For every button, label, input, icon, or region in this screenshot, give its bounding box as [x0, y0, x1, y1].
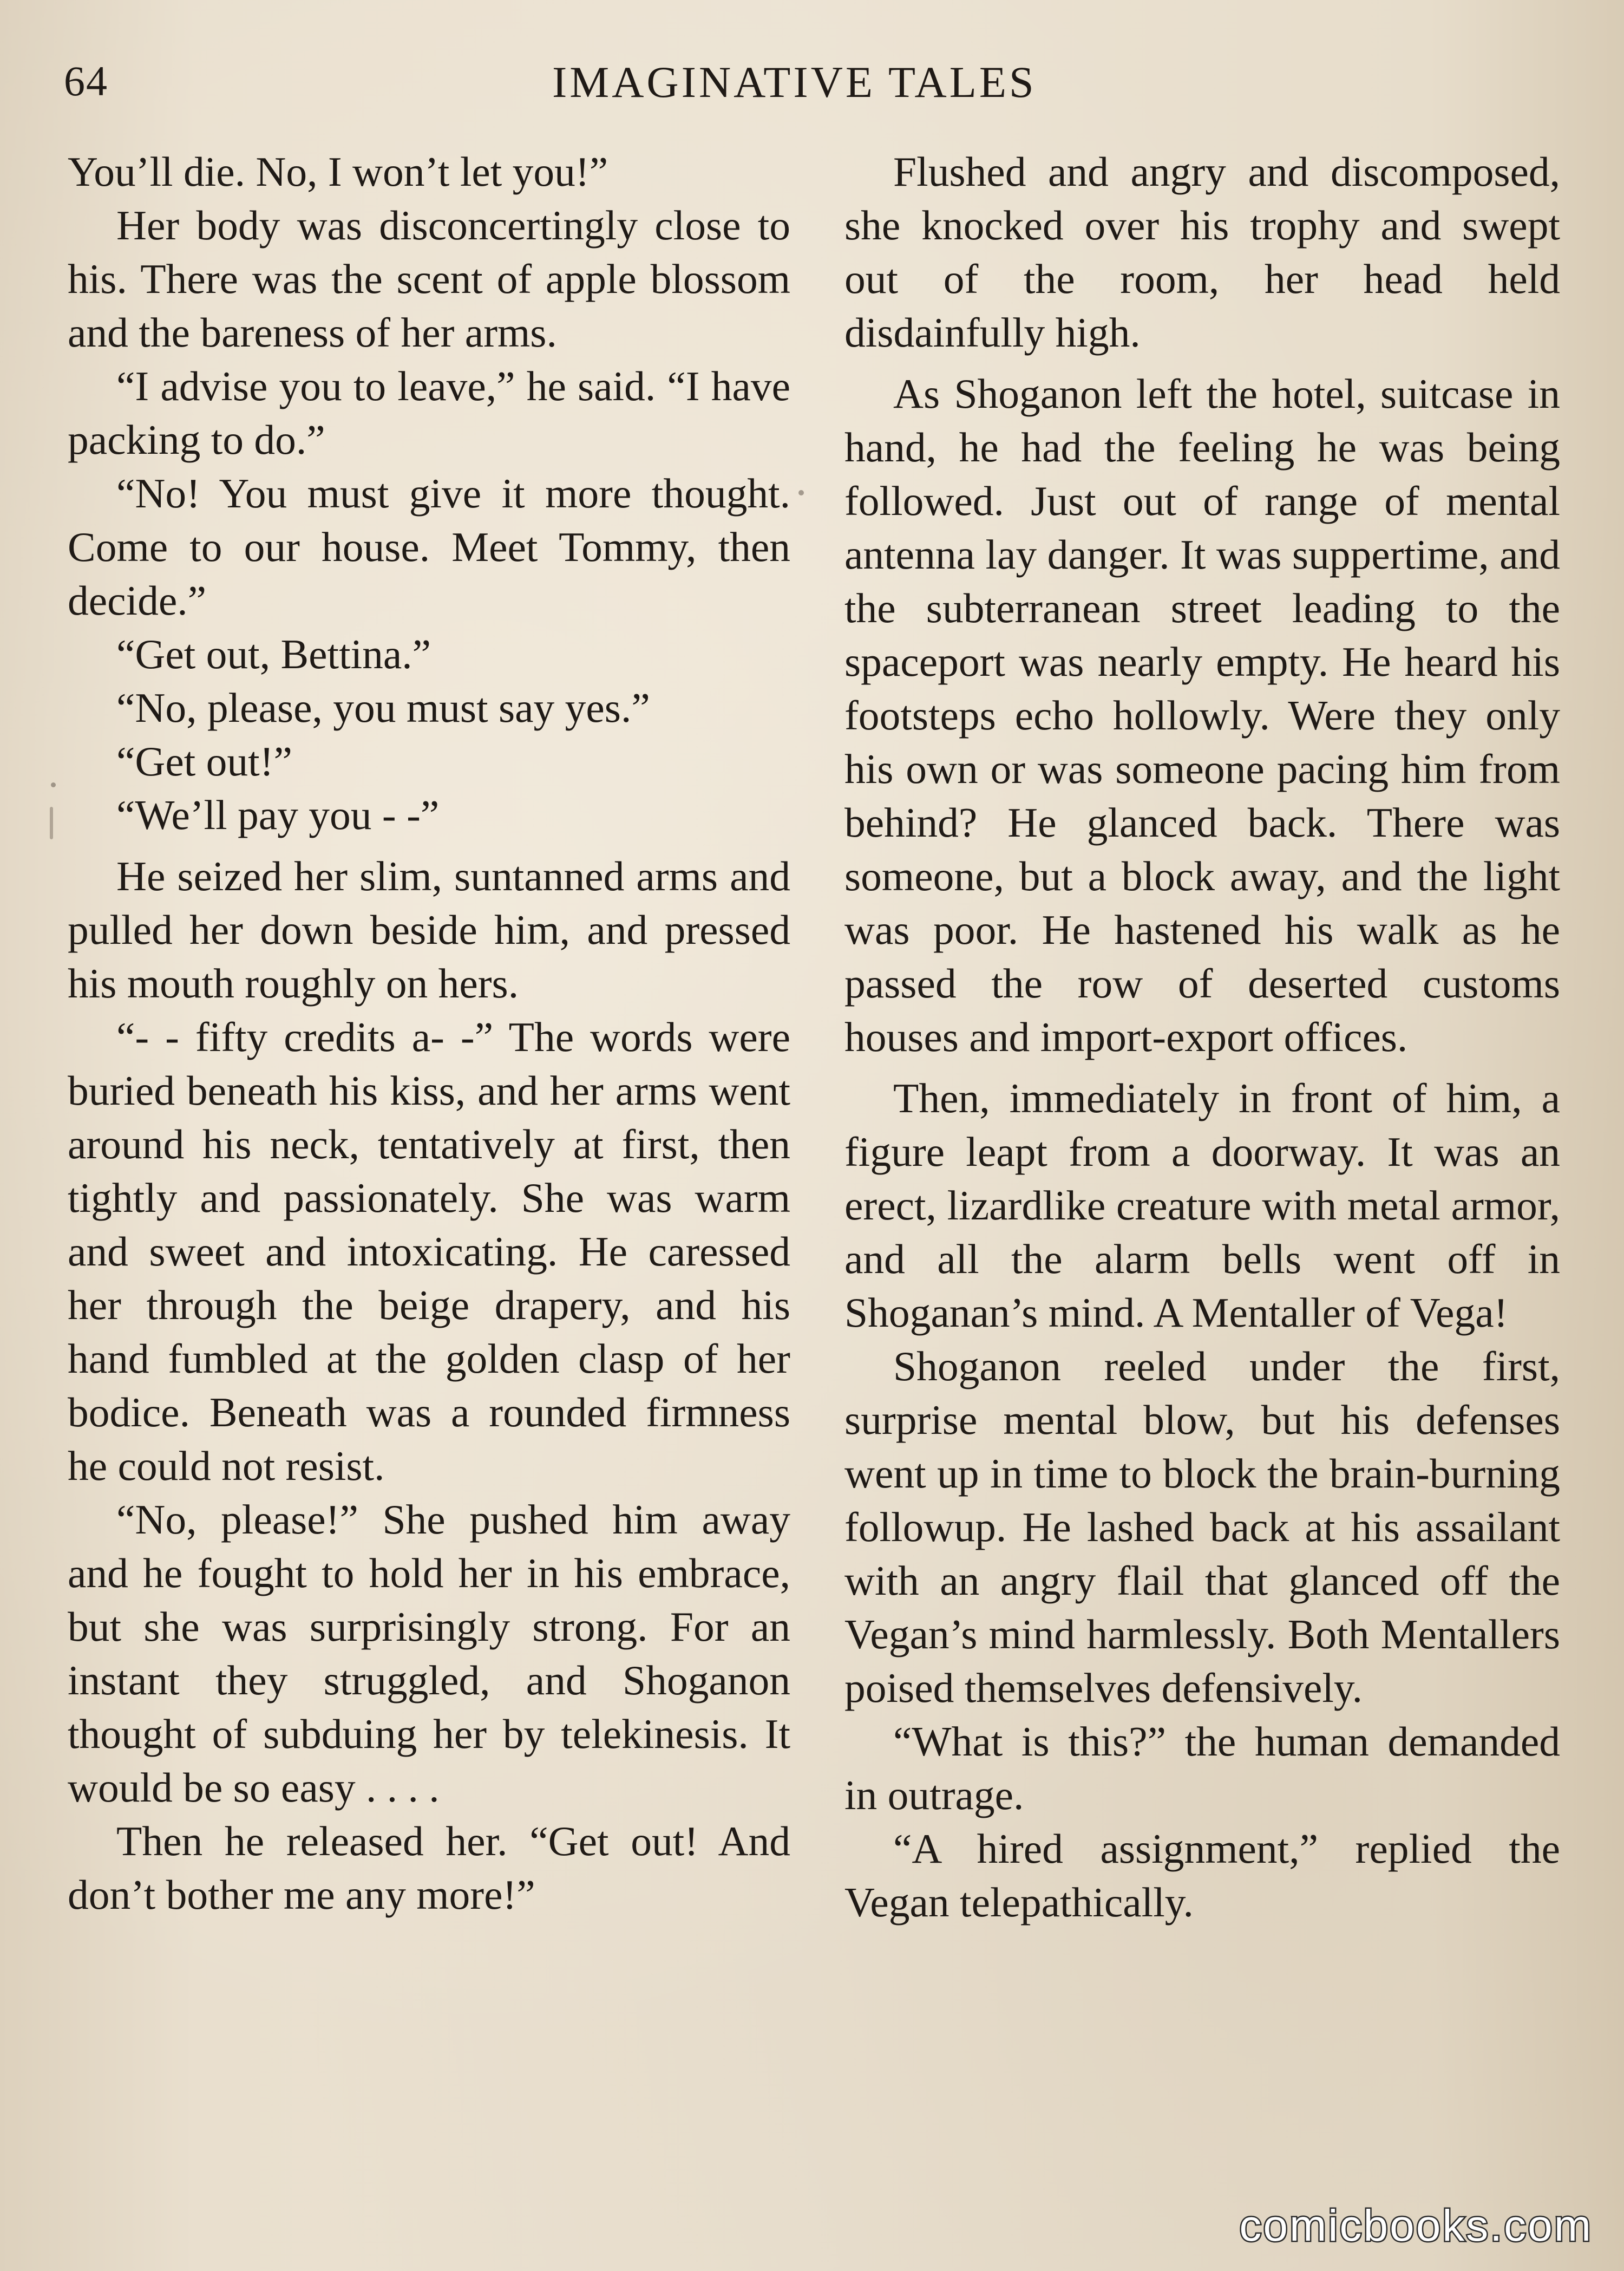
- paragraph: Then he released her. “Get out! And don’t bother me any more!”: [68, 1818, 790, 1918]
- paragraph: He seized her slim, suntanned arms and pulled her down beside him, and pressed his mouth roughly on hers.: [68, 853, 790, 1007]
- paragraph: You’ll die. No, I won’t let you!”: [68, 148, 608, 195]
- paper-speck: [51, 782, 56, 787]
- running-title: IMAGINATIVE TALES: [552, 57, 1037, 107]
- left-column: [68, 145, 790, 1922]
- paragraph: “No! You must give it more thought. Come to our house. Meet Tommy, then decide.”: [68, 470, 790, 624]
- paper-speck: [798, 490, 804, 495]
- right-column: [844, 145, 1560, 1929]
- paragraph: “We’ll pay you - -”: [116, 792, 440, 838]
- paragraph: Shoganon reeled under the first, surprise mental blow, but his defenses went up in time to block the brain-burning followup. He lashed back at his assailant with an angry flail that glanced off the Vegan’s mind harmlessly. Both Mentallers poised themselves defensively.: [844, 1343, 1560, 1711]
- page-number: 64: [64, 57, 108, 105]
- paragraph: Then, immediately in front of him, a figure leapt from a doorway. It was an erect, lizardlike creature with metal armor, and all the alarm bells went off in Shoganan’s mind. A Mentaller of Vega!: [844, 1075, 1560, 1336]
- paragraph: Flushed and angry and discomposed, she knocked over his trophy and swept out of the room, her head held disdainfully high.: [844, 148, 1560, 356]
- site-watermark: comicbooks.com: [1239, 2201, 1593, 2250]
- paragraph: “A hired assignment,” replied the Vegan telepathically.: [844, 1825, 1560, 1926]
- paragraph: As Shoganon left the hotel, suitcase in hand, he had the feeling he was being followed. Just out of range of mental antenna lay danger. It was suppertime, and the subterranean street leading to the spaceport was nearly empty. He heard his footsteps echo hollowly. Were they only his own or was someone pacing him from behind? He glanced back. There was someone, but a block away, and the light was poor. He hastened his walk as he passed the row of deserted customs houses and import-export offices.: [844, 370, 1560, 1060]
- paragraph: “Get out, Bettina.”: [116, 631, 431, 677]
- paragraph: “No, please!” She pushed him away and he fought to hold her in his embrace, but she was surprisingly strong. For an instant they struggled, and Shoganon thought of subduing her by telekinesis. It would be so easy . . . .: [68, 1496, 790, 1811]
- paragraph: “No, please, you must say yes.”: [116, 684, 650, 731]
- paragraph: “Get out!”: [116, 738, 292, 785]
- paragraph: “What is this?” the human demanded in outrage.: [844, 1718, 1560, 1818]
- paper-speck: [50, 807, 53, 839]
- paragraph: Her body was disconcertingly close to his. There was the scent of apple blossom and the bareness of her arms.: [68, 202, 790, 356]
- page-header: [0, 57, 1624, 116]
- paragraph: “- - fifty credits a- -” The words were buried beneath his kiss, and her arms went around his neck, tentatively at first, then tightly and passionately. She was warm and sweet and intoxicating. He caressed her through the beige drapery, and his hand fumbled at the golden clasp of her bodice. Beneath was a rounded firmness he could not resist.: [68, 1014, 790, 1489]
- paragraph: “I advise you to leave,” he said. “I have packing to do.”: [68, 363, 790, 463]
